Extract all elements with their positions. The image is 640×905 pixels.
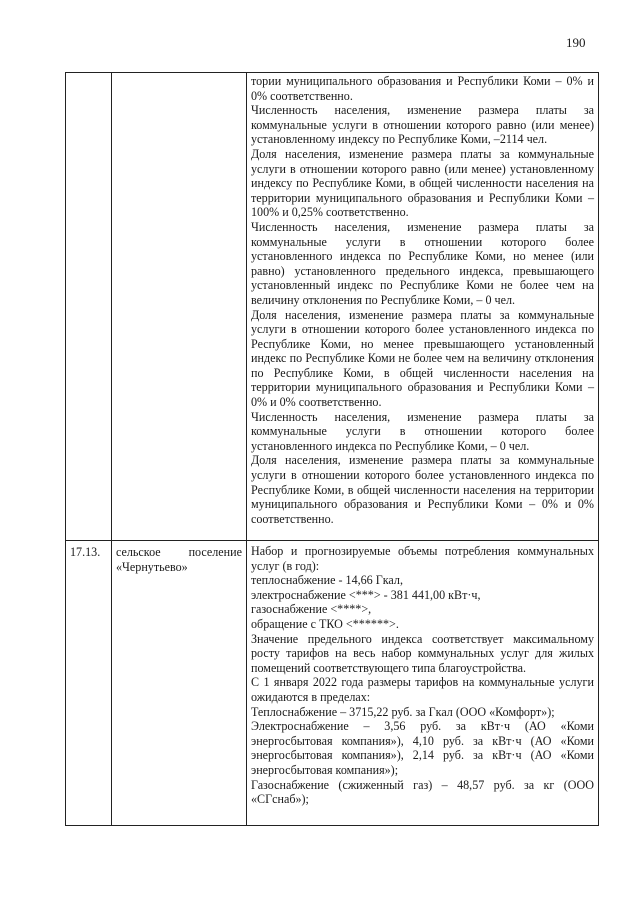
paragraph: Доля населения, изменение размера платы за коммунальные услуги в отношении которого более установленного индекса по Республике Коми, но менее превышающего установленный индекс по Республике Коми не более чем на величину отклонения по Республике Коми, в общей численности населения на территории муниципального образования и Республики Коми – 0% и 0% соответственно. bbox=[251, 307, 594, 410]
paragraph: Доля населения, изменение размера платы за коммунальные услуги в отношении которого более установленного индекса по Республике Коми, в общей численности населения на территории муниципального образования и Республики Коми – 0% и 0% соответственно. bbox=[251, 453, 594, 526]
description-cell bbox=[247, 73, 599, 541]
paragraph: Численность населения, изменение размера платы за коммунальные услуги в отношении которого равно (или менее) установленному индексу по Республике Коми, –2114 чел. bbox=[251, 103, 594, 147]
page-number: 190 bbox=[566, 35, 586, 50]
paragraph: газоснабжение <****>, bbox=[251, 602, 372, 617]
paragraph: Газоснабжение (сжиженный газ) – 48,57 руб. за кг (ООО «СГснаб»); bbox=[251, 777, 594, 807]
paragraph: Теплоснабжение – 3715,22 руб. за Гкал (ООО «Комфорт»); bbox=[251, 704, 555, 719]
paragraph: С 1 января 2022 года размеры тарифов на коммунальные услуги ожидаются в пределах: bbox=[251, 675, 594, 704]
row-number-cell: 17.13. bbox=[66, 541, 112, 826]
paragraph: Численность населения, изменение размера платы за коммунальные услуги в отношении которого более установленного индекса по Республике Коми, – 0 чел. bbox=[251, 409, 594, 453]
paragraph: тории муниципального образования и Республики Коми – 0% и 0% соответственно. bbox=[251, 74, 594, 103]
settlement-name-cell bbox=[112, 73, 247, 541]
settlement-name-cell: сельское поселение «Чернутьево» bbox=[112, 541, 247, 826]
table-row bbox=[66, 541, 599, 826]
paragraph: Доля населения, изменение размера платы за коммунальные услуги в отношении которого равно (или менее) установленному индексу по Республике Коми, в общей численности населения на территории муниципального образования и Республики Коми – 100% и 0,25% соответственно. bbox=[251, 146, 594, 220]
description-cell bbox=[247, 541, 599, 826]
paragraph: обращение с ТКО <******>. bbox=[251, 616, 399, 631]
paragraph: Численность населения, изменение размера платы за коммунальные услуги в отношении которого более установленного индекса по Республике Коми, но менее (или равно) установленного предельного индекса, превышающего установленный индекс по Республике Коми не более чем на величину отклонения по Республике Коми, – 0 чел. bbox=[251, 219, 594, 307]
paragraph: Электроснабжение – 3,56 руб. за кВт·ч (АО «Коми энергосбытовая компания»), 4,10 руб. за кВт·ч (АО «Коми энергосбытовая компания»), 2,14 руб. за кВт·ч (АО «Коми энергосбытовая компания»); bbox=[251, 719, 594, 777]
paragraph: Набор и прогнозируемые объемы потребления коммунальных услуг (в год): bbox=[251, 544, 594, 573]
paragraph: электроснабжение <***> - 381 441,00 кВт·ч, bbox=[251, 587, 481, 602]
paragraph: теплоснабжение - 14,66 Гкал, bbox=[251, 573, 403, 588]
row-number-cell bbox=[66, 73, 112, 541]
document-table bbox=[65, 72, 599, 826]
paragraph: Значение предельного индекса соответствует максимальному росту тарифов на весь набор коммунальных услуг для жилых помещений соответствующего типа благоустройства. bbox=[251, 631, 594, 675]
table-row bbox=[66, 73, 599, 541]
